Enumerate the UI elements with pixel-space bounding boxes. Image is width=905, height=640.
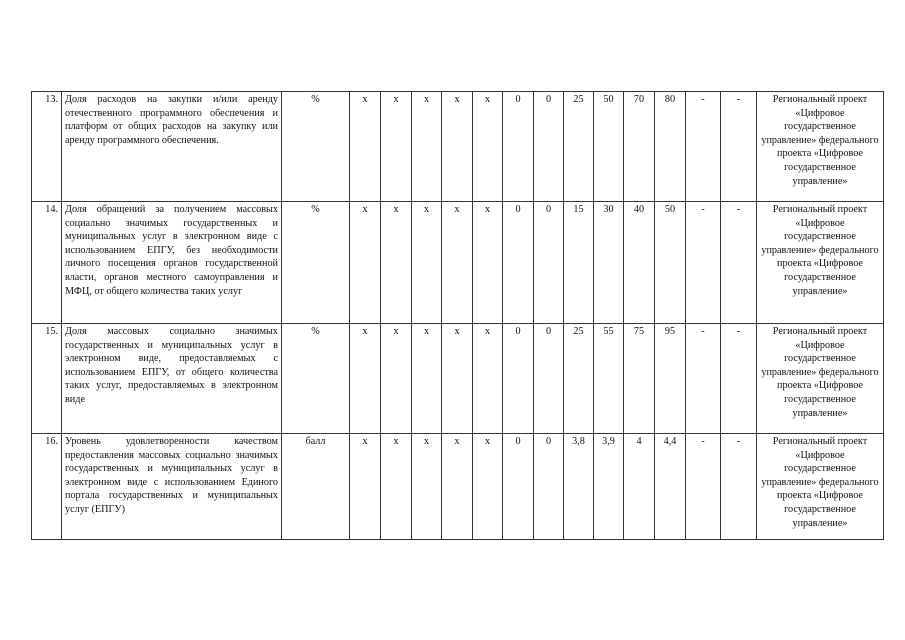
value-cell: 0 (534, 202, 564, 324)
value-cell: 0 (503, 434, 534, 540)
value-cell: 75 (624, 324, 655, 434)
value-cell: х (473, 92, 503, 202)
table-row (32, 92, 884, 202)
source-cell: Региональный проект «Цифровое государственное управление» федерального проекта «Цифровое государственное управление» (757, 92, 884, 202)
value-cell: - (721, 202, 757, 324)
value-cell: х (473, 324, 503, 434)
value-cell: 0 (503, 324, 534, 434)
value-cell: 25 (564, 92, 594, 202)
value-cell: - (721, 434, 757, 540)
source-cell: Региональный проект «Цифровое государственное управление» федерального проекта «Цифровое государственное управление» (757, 202, 884, 324)
value-cell: 0 (503, 202, 534, 324)
table-row (32, 434, 884, 540)
value-cell: х (412, 324, 442, 434)
unit-cell: % (282, 92, 350, 202)
value-cell: 0 (503, 92, 534, 202)
value-cell: 50 (655, 202, 686, 324)
value-cell: х (442, 202, 473, 324)
indicator-description: Уровень удовлетворенности качеством предоставления массовых социально значимых государственных и муниципальных услуг в электронном виде с использованием Единого портала государственных и муниципальных услуг (ЕПГУ) (62, 434, 282, 540)
row-number: 16. (32, 434, 62, 540)
row-number: 13. (32, 92, 62, 202)
value-cell: 3,8 (564, 434, 594, 540)
value-cell: 50 (594, 92, 624, 202)
value-cell: х (442, 434, 473, 540)
value-cell: х (412, 434, 442, 540)
value-cell: 0 (534, 434, 564, 540)
value-cell: 80 (655, 92, 686, 202)
value-cell: 70 (624, 92, 655, 202)
value-cell: х (381, 434, 412, 540)
value-cell: 3,9 (594, 434, 624, 540)
value-cell: х (473, 202, 503, 324)
value-cell: х (473, 434, 503, 540)
indicator-description: Доля обращений за получением массовых социально значимых государственных и муниципальных услуг в электронном виде с использованием ЕПГУ, без необходимости личного посещения органов государственной власти, органов местного самоуправления и МФЦ, от общего количества таких услуг (62, 202, 282, 324)
table-row (32, 202, 884, 324)
unit-cell: % (282, 202, 350, 324)
indicator-description: Доля массовых социально значимых государственных и муниципальных услуг в электронном виде, предоставляемых с использованием ЕПГУ, от общего количества таких услуг, предоставляемых в электронном виде (62, 324, 282, 434)
row-number: 14. (32, 202, 62, 324)
row-number: 15. (32, 324, 62, 434)
value-cell: - (721, 92, 757, 202)
value-cell: - (686, 92, 721, 202)
value-cell: 15 (564, 202, 594, 324)
value-cell: 25 (564, 324, 594, 434)
unit-cell: балл (282, 434, 350, 540)
value-cell: х (412, 202, 442, 324)
value-cell: 4 (624, 434, 655, 540)
value-cell: - (721, 324, 757, 434)
value-cell: 40 (624, 202, 655, 324)
value-cell: 4,4 (655, 434, 686, 540)
value-cell: х (381, 324, 412, 434)
value-cell: х (442, 324, 473, 434)
value-cell: х (381, 92, 412, 202)
unit-cell: % (282, 324, 350, 434)
value-cell: - (686, 434, 721, 540)
indicator-description: Доля расходов на закупки и/или аренду отечественного программного обеспечения и платформ от общих расходов на закупку или аренду программного обеспечения. (62, 92, 282, 202)
source-cell: Региональный проект «Цифровое государственное управление» федерального проекта «Цифровое государственное управление» (757, 324, 884, 434)
value-cell: х (381, 202, 412, 324)
table-row (32, 324, 884, 434)
indicators-table (31, 91, 884, 540)
value-cell: х (350, 434, 381, 540)
value-cell: х (350, 202, 381, 324)
value-cell: 0 (534, 324, 564, 434)
value-cell: 55 (594, 324, 624, 434)
value-cell: 30 (594, 202, 624, 324)
value-cell: - (686, 202, 721, 324)
value-cell: 0 (534, 92, 564, 202)
value-cell: х (442, 92, 473, 202)
value-cell: х (350, 92, 381, 202)
source-cell: Региональный проект «Цифровое государственное управление» федерального проекта «Цифровое государственное управление» (757, 434, 884, 540)
value-cell: 95 (655, 324, 686, 434)
value-cell: х (412, 92, 442, 202)
value-cell: - (686, 324, 721, 434)
value-cell: х (350, 324, 381, 434)
